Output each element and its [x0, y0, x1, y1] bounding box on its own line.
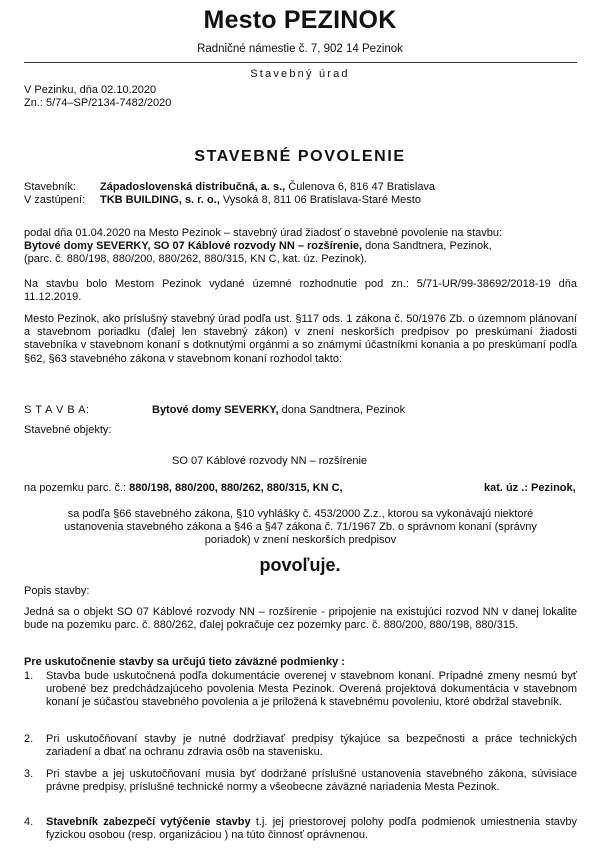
- condition-rest: t.j. jej priestorovej polohy podľa podmienok umiestnenia stavby fyzickou osobou (resp. organizáciou ) na túto činnosť oprávnenou.: [46, 816, 577, 842]
- stavba-label: S T A V B A:: [24, 404, 90, 416]
- reference-number: Zn.: 5/74–SP/2134-7482/2020: [24, 97, 172, 109]
- condition-item: [24, 768, 577, 794]
- stavba-location: dona Sandtnera, Pezinok: [278, 404, 406, 416]
- municipality-title: Mesto PEZINOK: [203, 6, 397, 34]
- place-date: V Pezinku, dňa 02.10.2020: [24, 84, 157, 96]
- description-text: Jedná sa o objekt SO 07 Káblové rozvody NN – rozšírenie - pripojenie na existujúci rozvod NN v danej lokalite bude na pozemku parc. č. 880/262, ďalej pokračuje cez pozemky parc. č. 880/200, 880/198, 880/315.: [24, 606, 577, 632]
- zoning-decision: Na stavbu bolo Mestom Pezinok vydané územné rozhodnutie pod zn.: 5/71-UR/99-38692/2018-19 dňa 11.12.2019.: [24, 278, 577, 304]
- building-object: SO 07 Káblové rozvody NN – rozšírenie: [172, 455, 368, 467]
- intro-line-3: (parc. č. 880/198, 880/200, 880/262, 880/315, KN C, kat. úz. Pezinok).: [24, 253, 368, 265]
- condition-item: [24, 733, 577, 759]
- condition-item: [24, 670, 577, 710]
- intro-line-1: podal dňa 01.04.2020 na Mesto Pezinok – stavebný úrad žiadosť o stavebné povolenie na stavbu:: [24, 227, 503, 239]
- condition-text: [46, 816, 577, 842]
- condition-bold-lead: Stavebník zabezpečí vytýčenie stavby: [46, 816, 251, 828]
- authority-paragraph: Mesto Pezinok, ako príslušný stavebný úrad podľa ust. §117 ods. 1 zákona č. 50/1976 Zb. o územnom plánovaní a stavebnom poriadku (ďalej len stavebný zákon) v znení neskorších predpisov po preskúmaní žiadosti stavebníka v stavebnom konaní s dotknutými orgánmi a so známymi účastníkmi konania a po preskúmaní podľa §62, §63 stavebného zákona v stavebnom konaní rozhodol takto:: [24, 313, 577, 365]
- decision-verb: povoľuje.: [259, 555, 341, 575]
- legal-basis-line-2: ustanovenia stavebného zákona a §46 a §47 zákona č. 71/1967 Zb. o správnom konaní (správny: [64, 521, 537, 533]
- intro-line-2: [24, 240, 577, 253]
- builder-address: Čulenova 6, 816 47 Bratislava: [285, 181, 436, 193]
- representative-address: Vysoká 8, 811 06 Bratislava-Staré Mesto: [219, 194, 421, 206]
- legal-basis-line-3: poriadok) v znení neskorších predpisov: [204, 534, 397, 546]
- legal-basis-line-1: sa podľa §66 stavebného zákona, §10 vyhlášky č. 453/2000 Z.z., ktorou sa vykonávajú niektoré: [67, 508, 534, 520]
- municipality-address: Radničné námestie č. 7, 902 14 Pezinok: [197, 43, 403, 55]
- condition-item: [24, 816, 577, 842]
- construction-name: Bytové domy SEVERKY, SO 07 Káblové rozvody NN – rozšírenie,: [24, 240, 363, 252]
- condition-number: 2.: [24, 733, 34, 745]
- stavba-name: Bytové domy SEVERKY,: [152, 404, 279, 416]
- stavba-row: [24, 404, 577, 417]
- header-divider: [24, 62, 577, 63]
- parcel-numbers: 880/198, 880/200, 880/262, 880/315, KN C,: [129, 482, 343, 494]
- builder-label: Stavebník:: [24, 181, 76, 193]
- construction-location: dona Sandtnera, Pezinok,: [362, 240, 492, 252]
- condition-text: Stavba bude uskutočnená podľa dokumentácie overenej v stavebnom konaní. Prípadné zmeny nesmú byť urobené bez predchádzajúceho povolenia Mesta Pezinok. Overená projektová dokumentácia v stavebnom konaní je súčasťou stavebného povolenia a je priložená k stavebnému povoleniu, ktoré obdržal stavebník.: [46, 670, 577, 709]
- condition-text: Pri stavbe a jej uskutočňovaní musia byť dodržané príslušné ustanovenia stavebného zákona, súvisiace právne predpisy, príslušné technické normy a všeobecne záväzné nariadenia Mesta Pezinok.: [46, 768, 577, 794]
- condition-number: 4.: [24, 816, 34, 828]
- representative-name: TKB BUILDING, s. r. o.,: [100, 194, 220, 206]
- parcel-prefix: na pozemku parc. č.:: [24, 482, 127, 494]
- condition-text: Pri uskutočňovaní stavby je nutné dodržiavať predpisy týkajúce sa bezpečnosti a práce technických zariadení a dbať na ochranu zdravia osôb na stavenisku.: [46, 733, 577, 759]
- representative-row: [24, 194, 577, 207]
- conditions-heading: Pre uskutočnenie stavby sa určujú tieto záväzné podmienky :: [24, 656, 345, 668]
- builder-name: Západoslovenská distribučná, a. s.,: [100, 181, 286, 193]
- description-label: Popis stavby:: [24, 585, 90, 597]
- office-name: Stavebný úrad: [250, 68, 350, 80]
- builder-row: [24, 181, 577, 194]
- condition-number: 1.: [24, 670, 34, 682]
- cadastral-area: kat. úz .: Pezinok,: [484, 482, 576, 494]
- objects-label: Stavebné objekty:: [24, 424, 112, 436]
- document-title: STAVEBNÉ POVOLENIE: [194, 148, 406, 165]
- condition-number: 3.: [24, 768, 34, 780]
- representative-label: V zastúpení:: [24, 194, 86, 206]
